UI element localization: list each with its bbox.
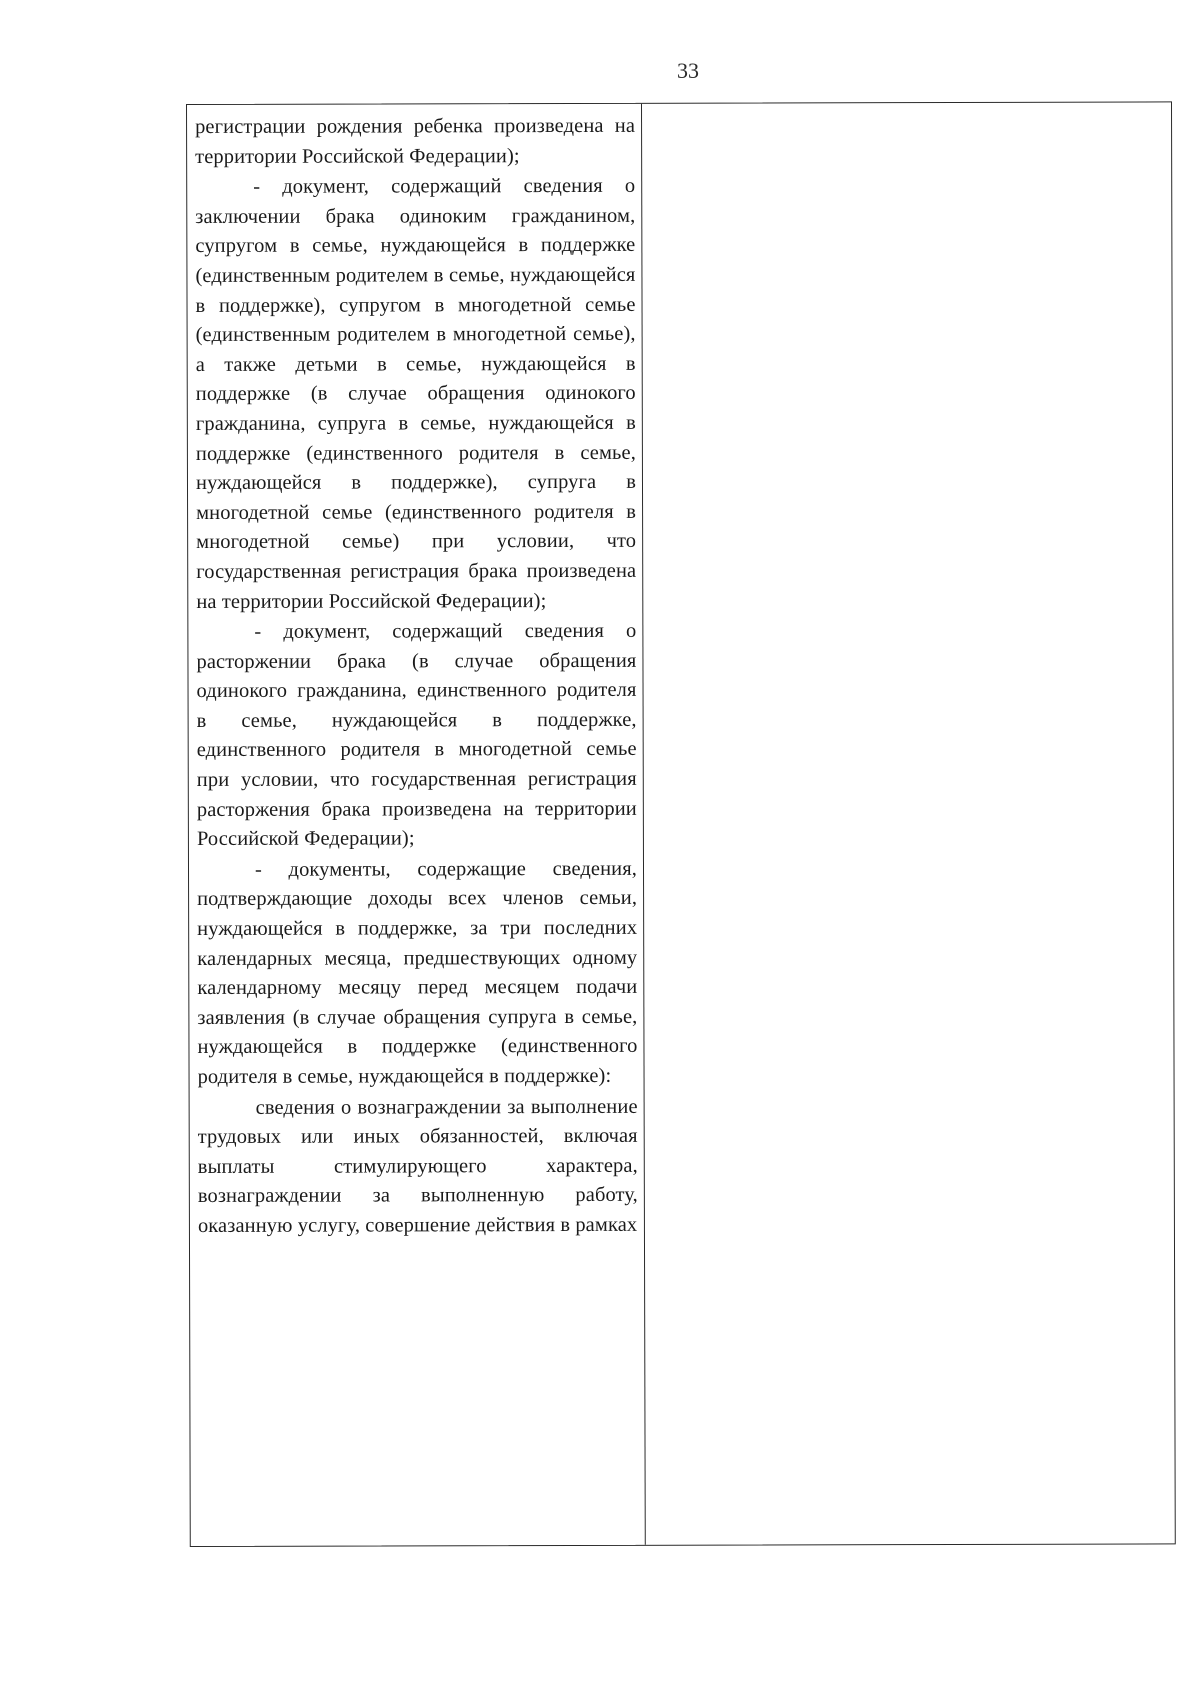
paragraph-divorce-document: - документ, содержащий сведения о расторжении брака (в случае обращения одинокого гражданина, единственного родителя в семье, нуждающейся в поддержке, единственного родителя в многодетной семье при условии, что государственная регистрация расторжения брака произведена на территории Российской Федерации); [196, 619, 637, 851]
document-table [186, 101, 1176, 1547]
table-cell-right [642, 102, 1175, 1544]
paragraph-remuneration-info: сведения о вознаграждении за выполнение трудовых или иных обязанностей, включая выплаты стимулирующего характера, вознаграждении за выполненную работу, оказанную услугу, совершение действия в рамках [197, 1095, 638, 1237]
page-number: 33 [677, 58, 699, 83]
paragraph-continuation: регистрации рождения ребенка произведена на территории Российской Федерации); [195, 114, 636, 168]
paragraph-income-documents: - документы, содержащие сведения, подтверждающие доходы всех членов семьи, нуждающейся в поддержке, за три последних календарных месяца, предшествующих одному календарному месяцу перед месяцем подачи заявления (в случае обращения супруга в семье, нуждающейся в поддержке (единственного родителя в семье, нуждающейся в поддержке): [197, 857, 638, 1088]
table-cell-left [187, 104, 646, 1546]
paragraph-marriage-document: - документ, содержащий сведения о заключении брака одиноким гражданином, супругом в семье, нуждающейся в поддержке (единственным родителем в семье, нуждающейся в поддержке), супругом в многодетной семье (единственным родителем в многодетной семье), а также детьми в семье, нуждающейся в поддержке (в случае обращения одинокого гражданина, супруга в семье, нуждающейся в поддержке (единственного родителя в семье, нуждающейся в поддержке), супруга в многодетной семье (единственного родителя в многодетной семье) при условии, что государственная регистрация брака произведена на территории Российской Федерации); [195, 175, 637, 613]
